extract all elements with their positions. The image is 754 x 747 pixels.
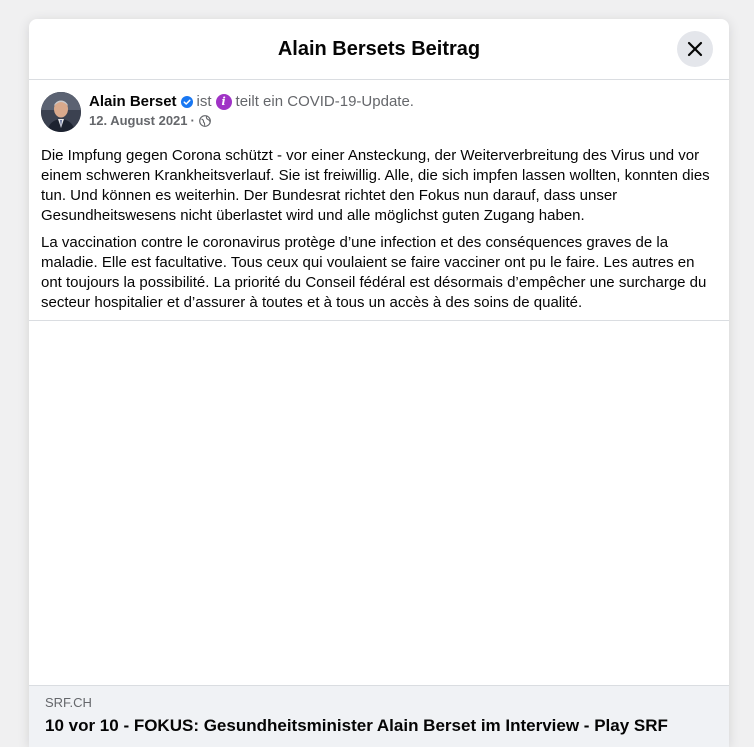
- avatar[interactable]: [41, 92, 81, 132]
- post-date[interactable]: 12. August 2021: [89, 113, 188, 128]
- post-paragraph-fr: La vaccination contre le coronavirus protège d’une infection et des conséquences graves de la maladie. Elle est facultative. Tous ceux qui voulaient se faire vacciner ont pu le faire. Les autres en ont toujours la possibilité. La priorité du Conseil fédéral est désormais d’empêcher une surcharge du secteur hospitalier et d’assurer à toutes et à tous un accès à des soins de qualité.: [41, 234, 707, 311]
- is-text: ist: [196, 93, 212, 110]
- meta-separator: ·: [190, 113, 195, 128]
- link-title[interactable]: 10 vor 10 - FOKUS: Gesundheitsminister Alain Berset im Interview - Play SRF: [45, 716, 668, 735]
- dialog-title: Alain Bersets Beitrag: [277, 37, 481, 60]
- post-body: [41, 146, 717, 313]
- post-dialog: [29, 19, 729, 747]
- close-button[interactable]: [677, 31, 713, 67]
- info-icon[interactable]: i: [216, 94, 232, 110]
- link-domain: SRF.CH: [45, 695, 92, 710]
- activity-text: teilt ein COVID-19-Update.: [235, 93, 414, 110]
- post-paragraph-de: Die Impfung gegen Corona schützt - vor einer Ansteckung, der Weiterverbreitung des Virus und vor einem schweren Krankheitsverlauf. Sie ist freiwillig. Alle, die sich impfen lassen wollten, konnten dies tun. Und können es weiterhin. Der Bundesrat richtet den Fokus nun darauf, dass unser Gesundheitswesens nicht überlastet wird und alle möglichst guten Zugang haben.: [41, 147, 710, 224]
- close-icon: [685, 39, 705, 59]
- dialog-header: [29, 19, 729, 80]
- post-header: [41, 92, 717, 132]
- verified-badge-icon: [181, 96, 193, 108]
- globe-icon[interactable]: [199, 115, 211, 127]
- author-name[interactable]: Alain Berset: [89, 93, 177, 110]
- post: [29, 80, 729, 313]
- video-area[interactable]: [29, 321, 729, 685]
- link-preview[interactable]: [29, 685, 729, 747]
- post-meta: [89, 92, 414, 130]
